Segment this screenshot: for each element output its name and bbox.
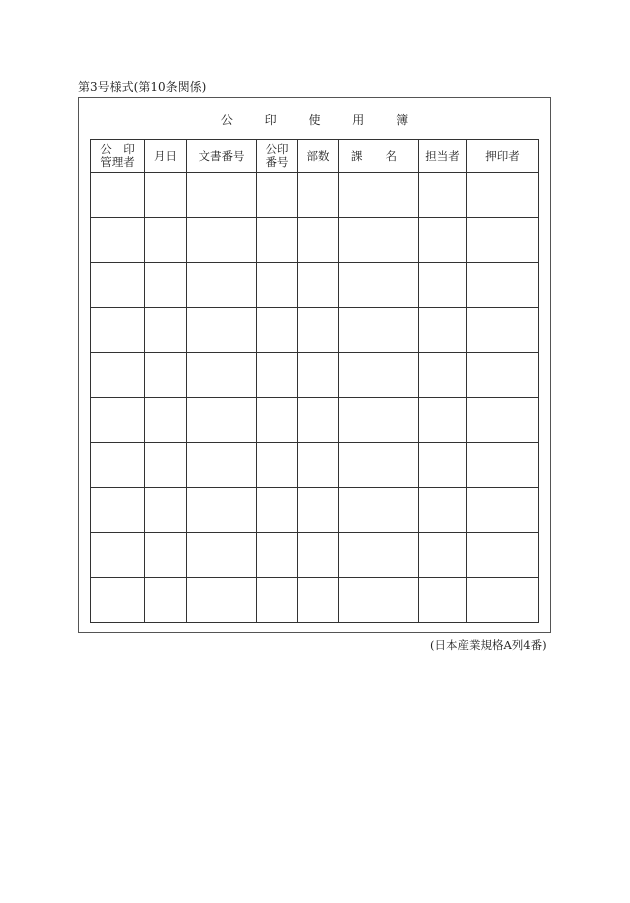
table-cell[interactable] <box>91 353 145 398</box>
table-cell[interactable] <box>257 173 298 218</box>
table-cell[interactable] <box>187 488 257 533</box>
table-row <box>91 308 539 353</box>
table-cell[interactable] <box>145 218 187 263</box>
table-cell[interactable] <box>339 488 419 533</box>
table-cell[interactable] <box>257 218 298 263</box>
table-cell[interactable] <box>339 173 419 218</box>
table-cell[interactable] <box>419 308 467 353</box>
table-cell[interactable] <box>257 578 298 623</box>
table-cell[interactable] <box>257 398 298 443</box>
table-cell[interactable] <box>145 308 187 353</box>
table-cell[interactable] <box>187 263 257 308</box>
table-cell[interactable] <box>339 308 419 353</box>
table-cell[interactable] <box>298 308 339 353</box>
table-cell[interactable] <box>187 578 257 623</box>
table-cell[interactable] <box>187 443 257 488</box>
table-cell[interactable] <box>91 173 145 218</box>
table-cell[interactable] <box>419 488 467 533</box>
table-cell[interactable] <box>91 308 145 353</box>
table-cell[interactable] <box>187 173 257 218</box>
table-row <box>91 488 539 533</box>
header-row <box>91 140 539 173</box>
table-cell[interactable] <box>298 173 339 218</box>
table-cell[interactable] <box>257 443 298 488</box>
table-cell[interactable] <box>467 353 539 398</box>
table-cell[interactable] <box>298 443 339 488</box>
table-cell[interactable] <box>91 488 145 533</box>
table-row <box>91 353 539 398</box>
table-cell[interactable] <box>187 308 257 353</box>
table-cell[interactable] <box>91 218 145 263</box>
table-cell[interactable] <box>467 263 539 308</box>
table-cell[interactable] <box>339 218 419 263</box>
column-header-document-number: 文書番号 <box>187 140 257 173</box>
table-row <box>91 533 539 578</box>
ledger-body <box>91 173 539 623</box>
column-header-seal-number: 公印 番号 <box>257 140 298 173</box>
table-row <box>91 263 539 308</box>
table-row <box>91 218 539 263</box>
table-cell[interactable] <box>467 218 539 263</box>
table-row <box>91 398 539 443</box>
seal-usage-ledger-table <box>90 139 539 623</box>
table-cell[interactable] <box>145 488 187 533</box>
table-cell[interactable] <box>91 443 145 488</box>
table-cell[interactable] <box>467 308 539 353</box>
table-cell[interactable] <box>145 173 187 218</box>
table-cell[interactable] <box>339 443 419 488</box>
table-cell[interactable] <box>339 578 419 623</box>
table-cell[interactable] <box>419 263 467 308</box>
table-cell[interactable] <box>339 533 419 578</box>
form-number-label: 第3号様式(第10条関係) <box>78 80 207 94</box>
table-cell[interactable] <box>298 533 339 578</box>
table-cell[interactable] <box>145 353 187 398</box>
table-cell[interactable] <box>187 398 257 443</box>
table-cell[interactable] <box>257 263 298 308</box>
table-cell[interactable] <box>298 578 339 623</box>
table-cell[interactable] <box>91 263 145 308</box>
table-cell[interactable] <box>419 533 467 578</box>
table-cell[interactable] <box>91 533 145 578</box>
table-cell[interactable] <box>145 263 187 308</box>
table-cell[interactable] <box>419 173 467 218</box>
table-cell[interactable] <box>419 353 467 398</box>
table-cell[interactable] <box>419 443 467 488</box>
column-header-person-in-charge: 担当者 <box>419 140 467 173</box>
table-cell[interactable] <box>257 308 298 353</box>
column-header-copies: 部数 <box>298 140 339 173</box>
column-header-stamper: 押印者 <box>467 140 539 173</box>
table-cell[interactable] <box>187 533 257 578</box>
table-cell[interactable] <box>467 488 539 533</box>
table-cell[interactable] <box>467 173 539 218</box>
paper-size-note: (日本産業規格A列4番) <box>430 638 547 652</box>
table-cell[interactable] <box>187 218 257 263</box>
table-cell[interactable] <box>298 263 339 308</box>
column-header-seal-manager: 公 印 管理者 <box>91 140 145 173</box>
form-frame <box>78 97 551 633</box>
table-cell[interactable] <box>91 398 145 443</box>
ledger-title: 公 印 使 用 簿 <box>220 113 409 127</box>
table-cell[interactable] <box>257 533 298 578</box>
table-row <box>91 443 539 488</box>
table-cell[interactable] <box>187 353 257 398</box>
table-cell[interactable] <box>298 398 339 443</box>
table-cell[interactable] <box>257 488 298 533</box>
table-row <box>91 173 539 218</box>
table-cell[interactable] <box>145 533 187 578</box>
table-cell[interactable] <box>419 398 467 443</box>
table-cell[interactable] <box>145 398 187 443</box>
table-cell[interactable] <box>339 398 419 443</box>
table-cell[interactable] <box>419 218 467 263</box>
table-cell[interactable] <box>467 398 539 443</box>
table-cell[interactable] <box>257 353 298 398</box>
column-header-section-name: 課 名 <box>339 140 419 173</box>
table-cell[interactable] <box>298 353 339 398</box>
table-cell[interactable] <box>339 353 419 398</box>
table-cell[interactable] <box>145 578 187 623</box>
table-cell[interactable] <box>145 443 187 488</box>
table-cell[interactable] <box>419 578 467 623</box>
table-cell[interactable] <box>467 443 539 488</box>
table-cell[interactable] <box>91 578 145 623</box>
table-cell[interactable] <box>467 533 539 578</box>
table-cell[interactable] <box>339 263 419 308</box>
table-cell[interactable] <box>298 218 339 263</box>
table-cell[interactable] <box>298 488 339 533</box>
table-row <box>91 578 539 623</box>
column-header-date: 月日 <box>145 140 187 173</box>
table-cell[interactable] <box>467 578 539 623</box>
